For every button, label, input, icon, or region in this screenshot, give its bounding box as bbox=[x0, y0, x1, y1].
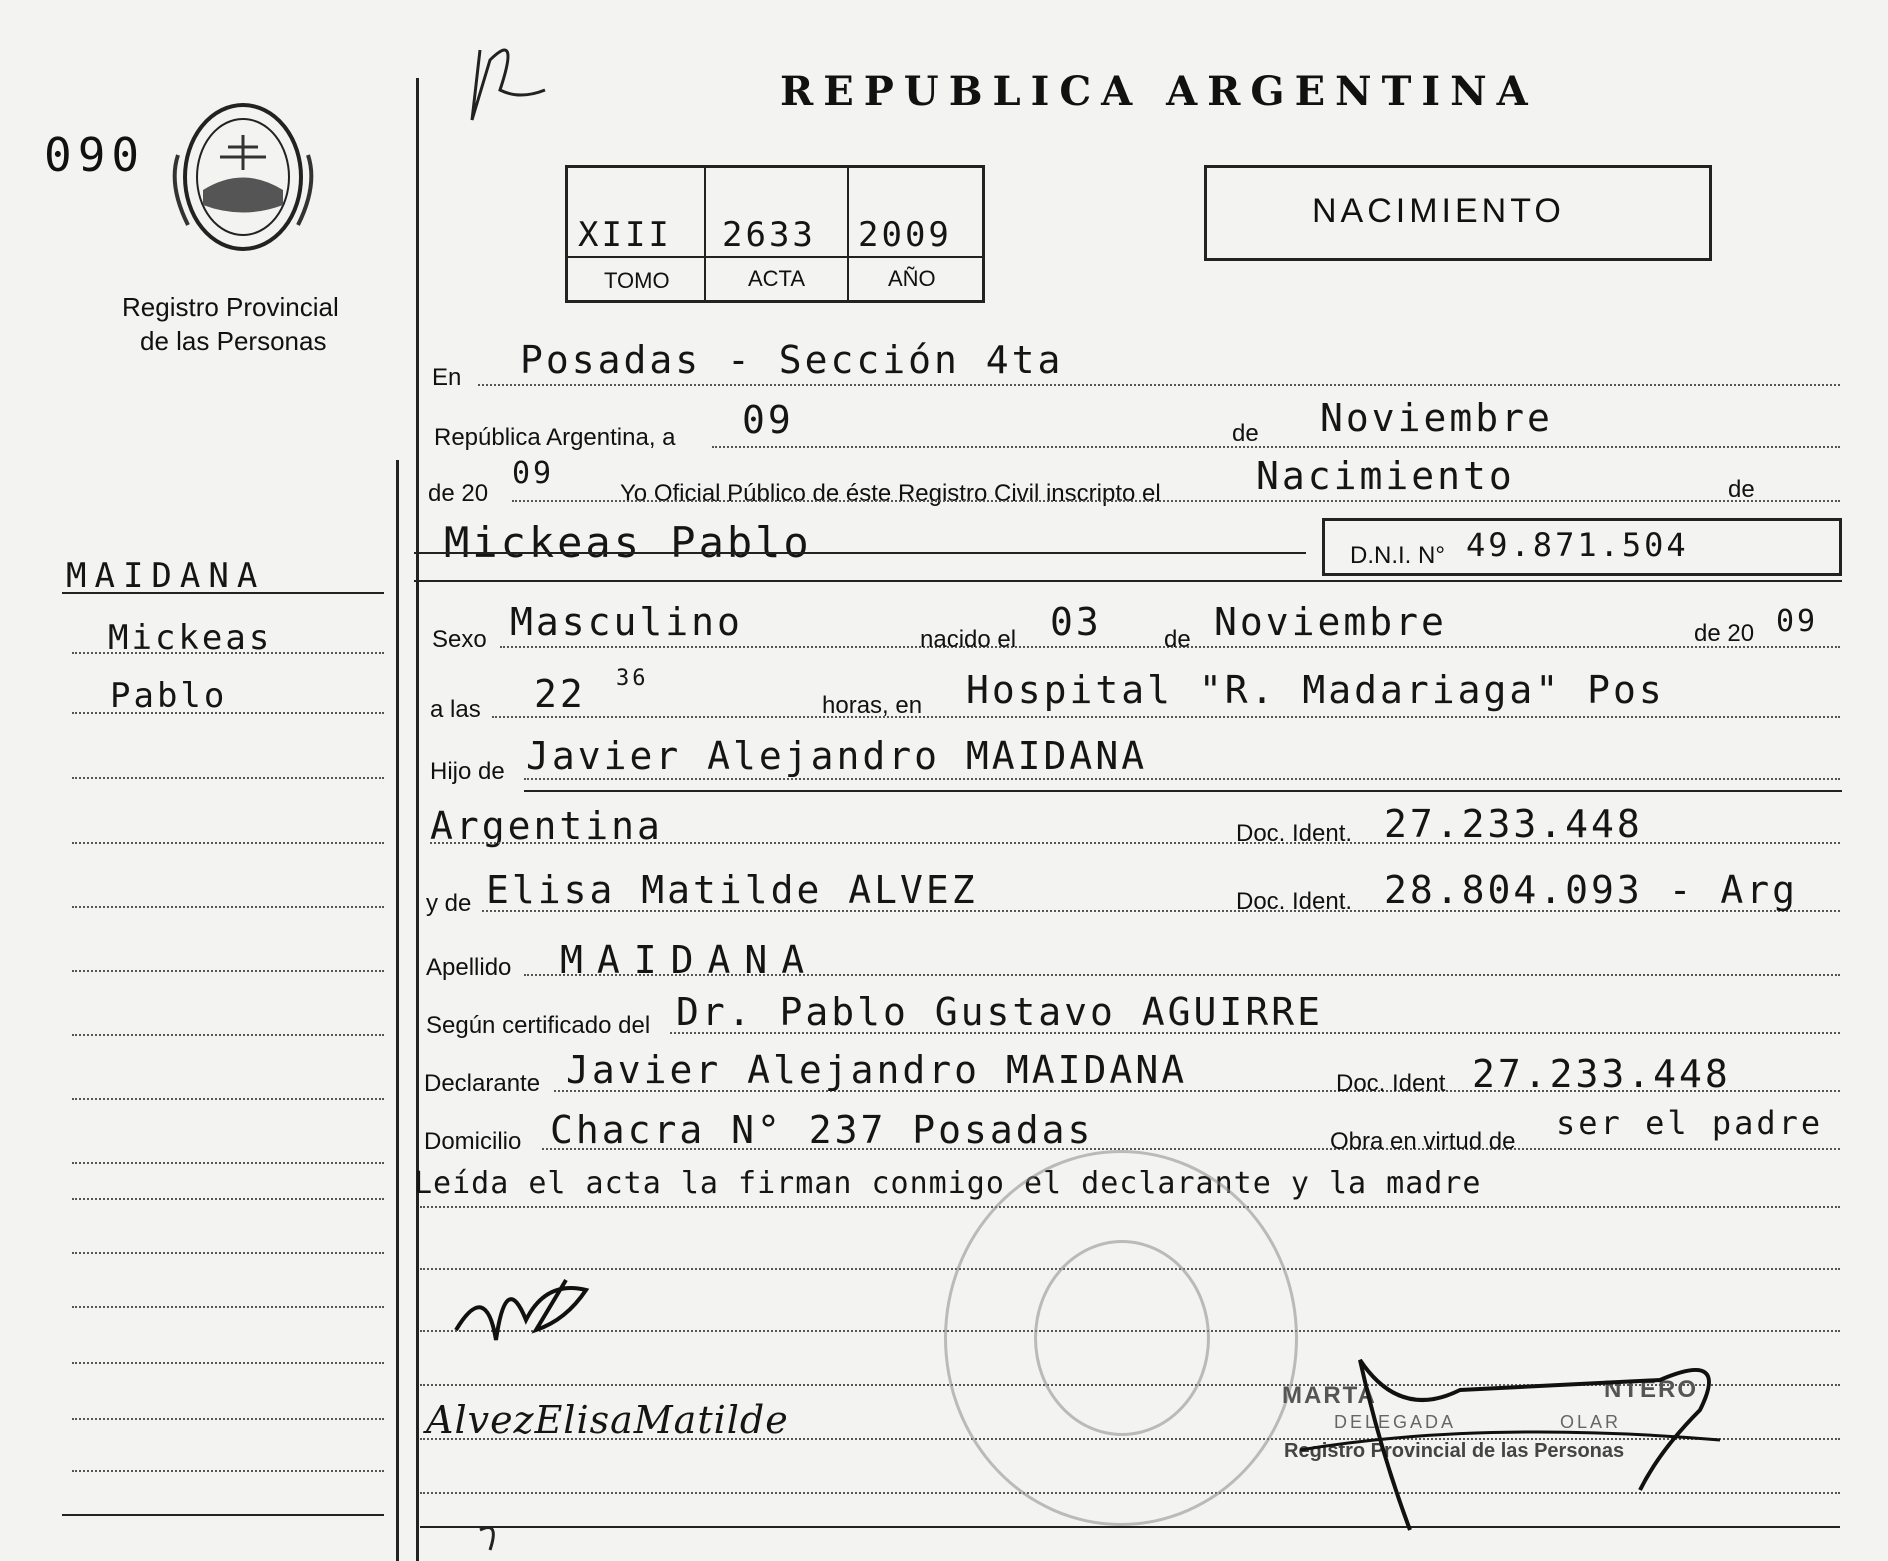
declarant-name: Javier Alejandro MAIDANA bbox=[566, 1048, 1188, 1092]
horas-label: horas, en bbox=[822, 692, 923, 719]
yde-label: y de bbox=[426, 890, 472, 917]
segun-label: Según certificado del bbox=[426, 1012, 651, 1039]
country-title: REPUBLICA ARGENTINA bbox=[780, 68, 1538, 115]
margin-given-name-1: Mickeas bbox=[108, 618, 273, 658]
oficial-text: Yo Oficial Público de éste Registro Civil inscripto el bbox=[620, 480, 1161, 507]
official-stamp-name-end: NTERO bbox=[1604, 1376, 1698, 1403]
anio-label: AÑO bbox=[888, 266, 936, 291]
birth-month: Noviembre bbox=[1214, 600, 1447, 644]
de-label: de bbox=[1232, 420, 1259, 447]
hijo-label: Hijo de bbox=[430, 758, 505, 785]
declarant-doc: 27.233.448 bbox=[1472, 1052, 1731, 1096]
dni-value: 49.871.504 bbox=[1466, 526, 1689, 564]
birth-hour: 22 bbox=[534, 672, 586, 716]
year-prefix-label: de 20 bbox=[428, 480, 489, 507]
birth-day: 03 bbox=[1050, 600, 1102, 644]
father-name: Javier Alejandro MAIDANA bbox=[526, 734, 1148, 778]
official-stamp-title-end: OLAR bbox=[1560, 1412, 1622, 1432]
child-name: Mickeas Pablo bbox=[444, 518, 812, 567]
document-type: NACIMIENTO bbox=[1312, 192, 1565, 230]
obra-value: ser el padre bbox=[1556, 1104, 1824, 1142]
inscription-year: 09 bbox=[512, 456, 555, 491]
de20-label: de 20 bbox=[1694, 620, 1755, 647]
provincial-seal-icon bbox=[158, 95, 328, 265]
address-value: Chacra N° 237 Posadas bbox=[550, 1108, 1094, 1152]
alas-label: a las bbox=[430, 696, 481, 723]
father-nationality: Argentina bbox=[430, 804, 663, 848]
mother-name: Elisa Matilde ALVEZ bbox=[486, 868, 978, 912]
domicilio-label: Domicilio bbox=[424, 1128, 522, 1155]
doc-label-declarant: Doc. Ident bbox=[1336, 1070, 1446, 1097]
dni-label: D.N.I. N° bbox=[1350, 542, 1445, 569]
anio-value: 2009 bbox=[858, 215, 952, 255]
mother-doc: 28.804.093 - Arg bbox=[1384, 868, 1799, 912]
registry-name-line2: de las Personas bbox=[140, 326, 327, 356]
father-doc: 27.233.448 bbox=[1384, 802, 1643, 846]
de-label-2: de bbox=[1728, 476, 1755, 503]
reading-statement: Leída el acta la firman conmigo el declarante y la madre bbox=[414, 1166, 1482, 1201]
margin-surname: MAIDANA bbox=[66, 556, 266, 596]
inscription-month: Noviembre bbox=[1320, 396, 1553, 440]
declarante-label: Declarante bbox=[424, 1070, 541, 1097]
mother-signature: AlvezElisaMatilde bbox=[426, 1398, 789, 1442]
registry-name-line1: Registro Provincial bbox=[122, 292, 339, 322]
folio-number: 090 bbox=[44, 128, 146, 182]
margin-given-name-2: Pablo bbox=[110, 676, 228, 716]
obra-label: Obra en virtud de bbox=[1330, 1128, 1516, 1155]
corner-mark-icon bbox=[460, 20, 580, 140]
inscription-day: 09 bbox=[742, 398, 794, 442]
official-stamp-registry: Registro Provincial de las Personas bbox=[1284, 1440, 1625, 1462]
en-label: En bbox=[432, 364, 462, 391]
inscribed-act: Nacimiento bbox=[1256, 454, 1515, 498]
birth-minute: 36 bbox=[616, 666, 649, 691]
tomo-value: XIII bbox=[578, 215, 672, 255]
de-label-3: de bbox=[1164, 626, 1191, 653]
birth-year: 09 bbox=[1776, 604, 1819, 639]
official-stamp-name: MARTA bbox=[1282, 1382, 1377, 1409]
surname-value: MAIDANA bbox=[560, 938, 819, 982]
certificate-doctor: Dr. Pablo Gustavo AGUIRRE bbox=[676, 990, 1323, 1034]
birth-place: Hospital "R. Madariaga" Pos bbox=[966, 668, 1665, 712]
sexo-label: Sexo bbox=[432, 626, 487, 653]
bottom-mark-icon bbox=[470, 1520, 530, 1561]
doc-label-mother: Doc. Ident. bbox=[1236, 888, 1353, 915]
nacido-label: nacido el bbox=[920, 626, 1017, 653]
place-value: Posadas - Sección 4ta bbox=[520, 338, 1064, 382]
official-round-stamp-inner bbox=[1034, 1240, 1210, 1436]
acta-label: ACTA bbox=[748, 266, 806, 291]
doc-label: Doc. Ident. bbox=[1236, 820, 1353, 847]
official-signature-icon bbox=[1280, 1310, 1760, 1560]
official-stamp-title: DELEGADA bbox=[1334, 1412, 1457, 1432]
acta-value: 2633 bbox=[722, 215, 816, 255]
tomo-label: TOMO bbox=[604, 268, 670, 293]
declarant-signature-icon bbox=[446, 1260, 616, 1370]
apellido-label: Apellido bbox=[426, 954, 512, 981]
republica-label: República Argentina, a bbox=[434, 424, 676, 451]
sexo-value: Masculino bbox=[510, 600, 743, 644]
